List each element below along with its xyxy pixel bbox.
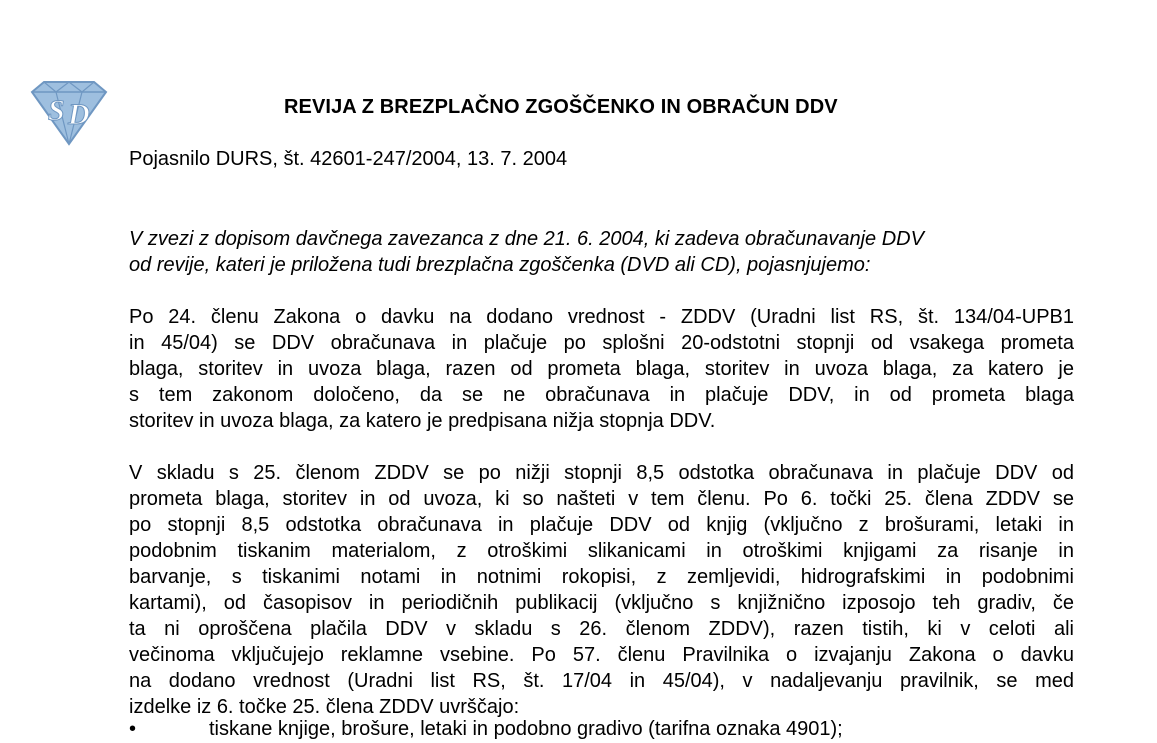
paragraph-vat-reduced-rate [129, 460, 1157, 720]
text-line: s tem zakonom določeno, da se ne obračunava in plačuje DDV, in od prometa blaga [129, 384, 1074, 406]
paragraph-vat-general-rate [129, 304, 1157, 434]
sd-logo-icon [26, 78, 112, 148]
text-line: V zvezi z dopisom davčnega zavezanca z dne 21. 6. 2004, ki zadeva obračunavanje DDV [129, 228, 924, 250]
text-line: od revije, kateri je priložena tudi brezplačna zgoščenka (DVD ali CD), pojasnjujemo: [129, 254, 871, 276]
text-line: na dodano vrednost (Uradni list RS, št. 17/04 in 45/04), v nadaljevanju pravilnik, se med [129, 670, 1074, 692]
text-line: kartami), od časopisov in periodičnih publikacij (vključno s knjižnično izposojo teh gradiv, če [129, 592, 1074, 614]
text-line: ta ni oproščena plačila DDV v skladu s 26. členom ZDDV), razen tistih, ki v celoti ali [129, 618, 1074, 640]
text-line: prometa blaga, storitev in od uvoza, ki so našteti v tem členu. Po 6. točki 25. člena ZDDV se [129, 488, 1074, 510]
list-item-text: tiskane knjige, brošure, letaki in podobno gradivo (tarifna oznaka 4901); [209, 718, 843, 740]
svg-text:D: D [68, 98, 90, 131]
text-line: Po 24. členu Zakona o davku na dodano vrednost - ZDDV (Uradni list RS, št. 134/04-UPB1 [129, 306, 1074, 328]
bullet-marker: • [129, 718, 137, 740]
svg-text:S: S [48, 94, 65, 127]
intro-paragraph [129, 226, 1157, 278]
text-line: blaga, storitev in uvoza blaga, razen od prometa blaga, storitev in uvoza blaga, za katero je [129, 358, 1074, 380]
text-line: storitev in uvoza blaga, za katero je predpisana nižja stopnja DDV. [129, 410, 716, 432]
text-line: V skladu s 25. členom ZDDV se po nižji stopnji 8,5 odstotka obračunava in plačuje DDV od [129, 462, 1074, 484]
text-line: podobnim tiskanim materialom, z otroškimi slikanicami in otroškimi knjigami za risanje in [129, 540, 1074, 562]
text-line: izdelke iz 6. točke 25. člena ZDDV uvrščajo: [129, 696, 520, 718]
document-subtitle: Pojasnilo DURS, št. 42601-247/2004, 13. 7. 2004 [129, 148, 568, 170]
text-line: in 45/04) se DDV obračunava in plačuje po splošni 20-odstotni stopnji od vsakega prometa [129, 332, 1074, 354]
text-line: barvanje, s tiskanimi notami in notnimi rokopisi, z zemljevidi, hidrografskimi in podobnimi [129, 566, 1074, 588]
text-line: po stopnji 8,5 odstotka obračunava in plačuje DDV od knjig (vključno z brošurami, letaki in [129, 514, 1074, 536]
text-line: večinoma vključujejo reklamne vsebine. Po 57. členu Pravilnika o izvajanju Zakona o davku [129, 644, 1074, 666]
document-title: REVIJA Z BREZPLAČNO ZGOŠČENKO IN OBRAČUN DDV [284, 96, 838, 118]
